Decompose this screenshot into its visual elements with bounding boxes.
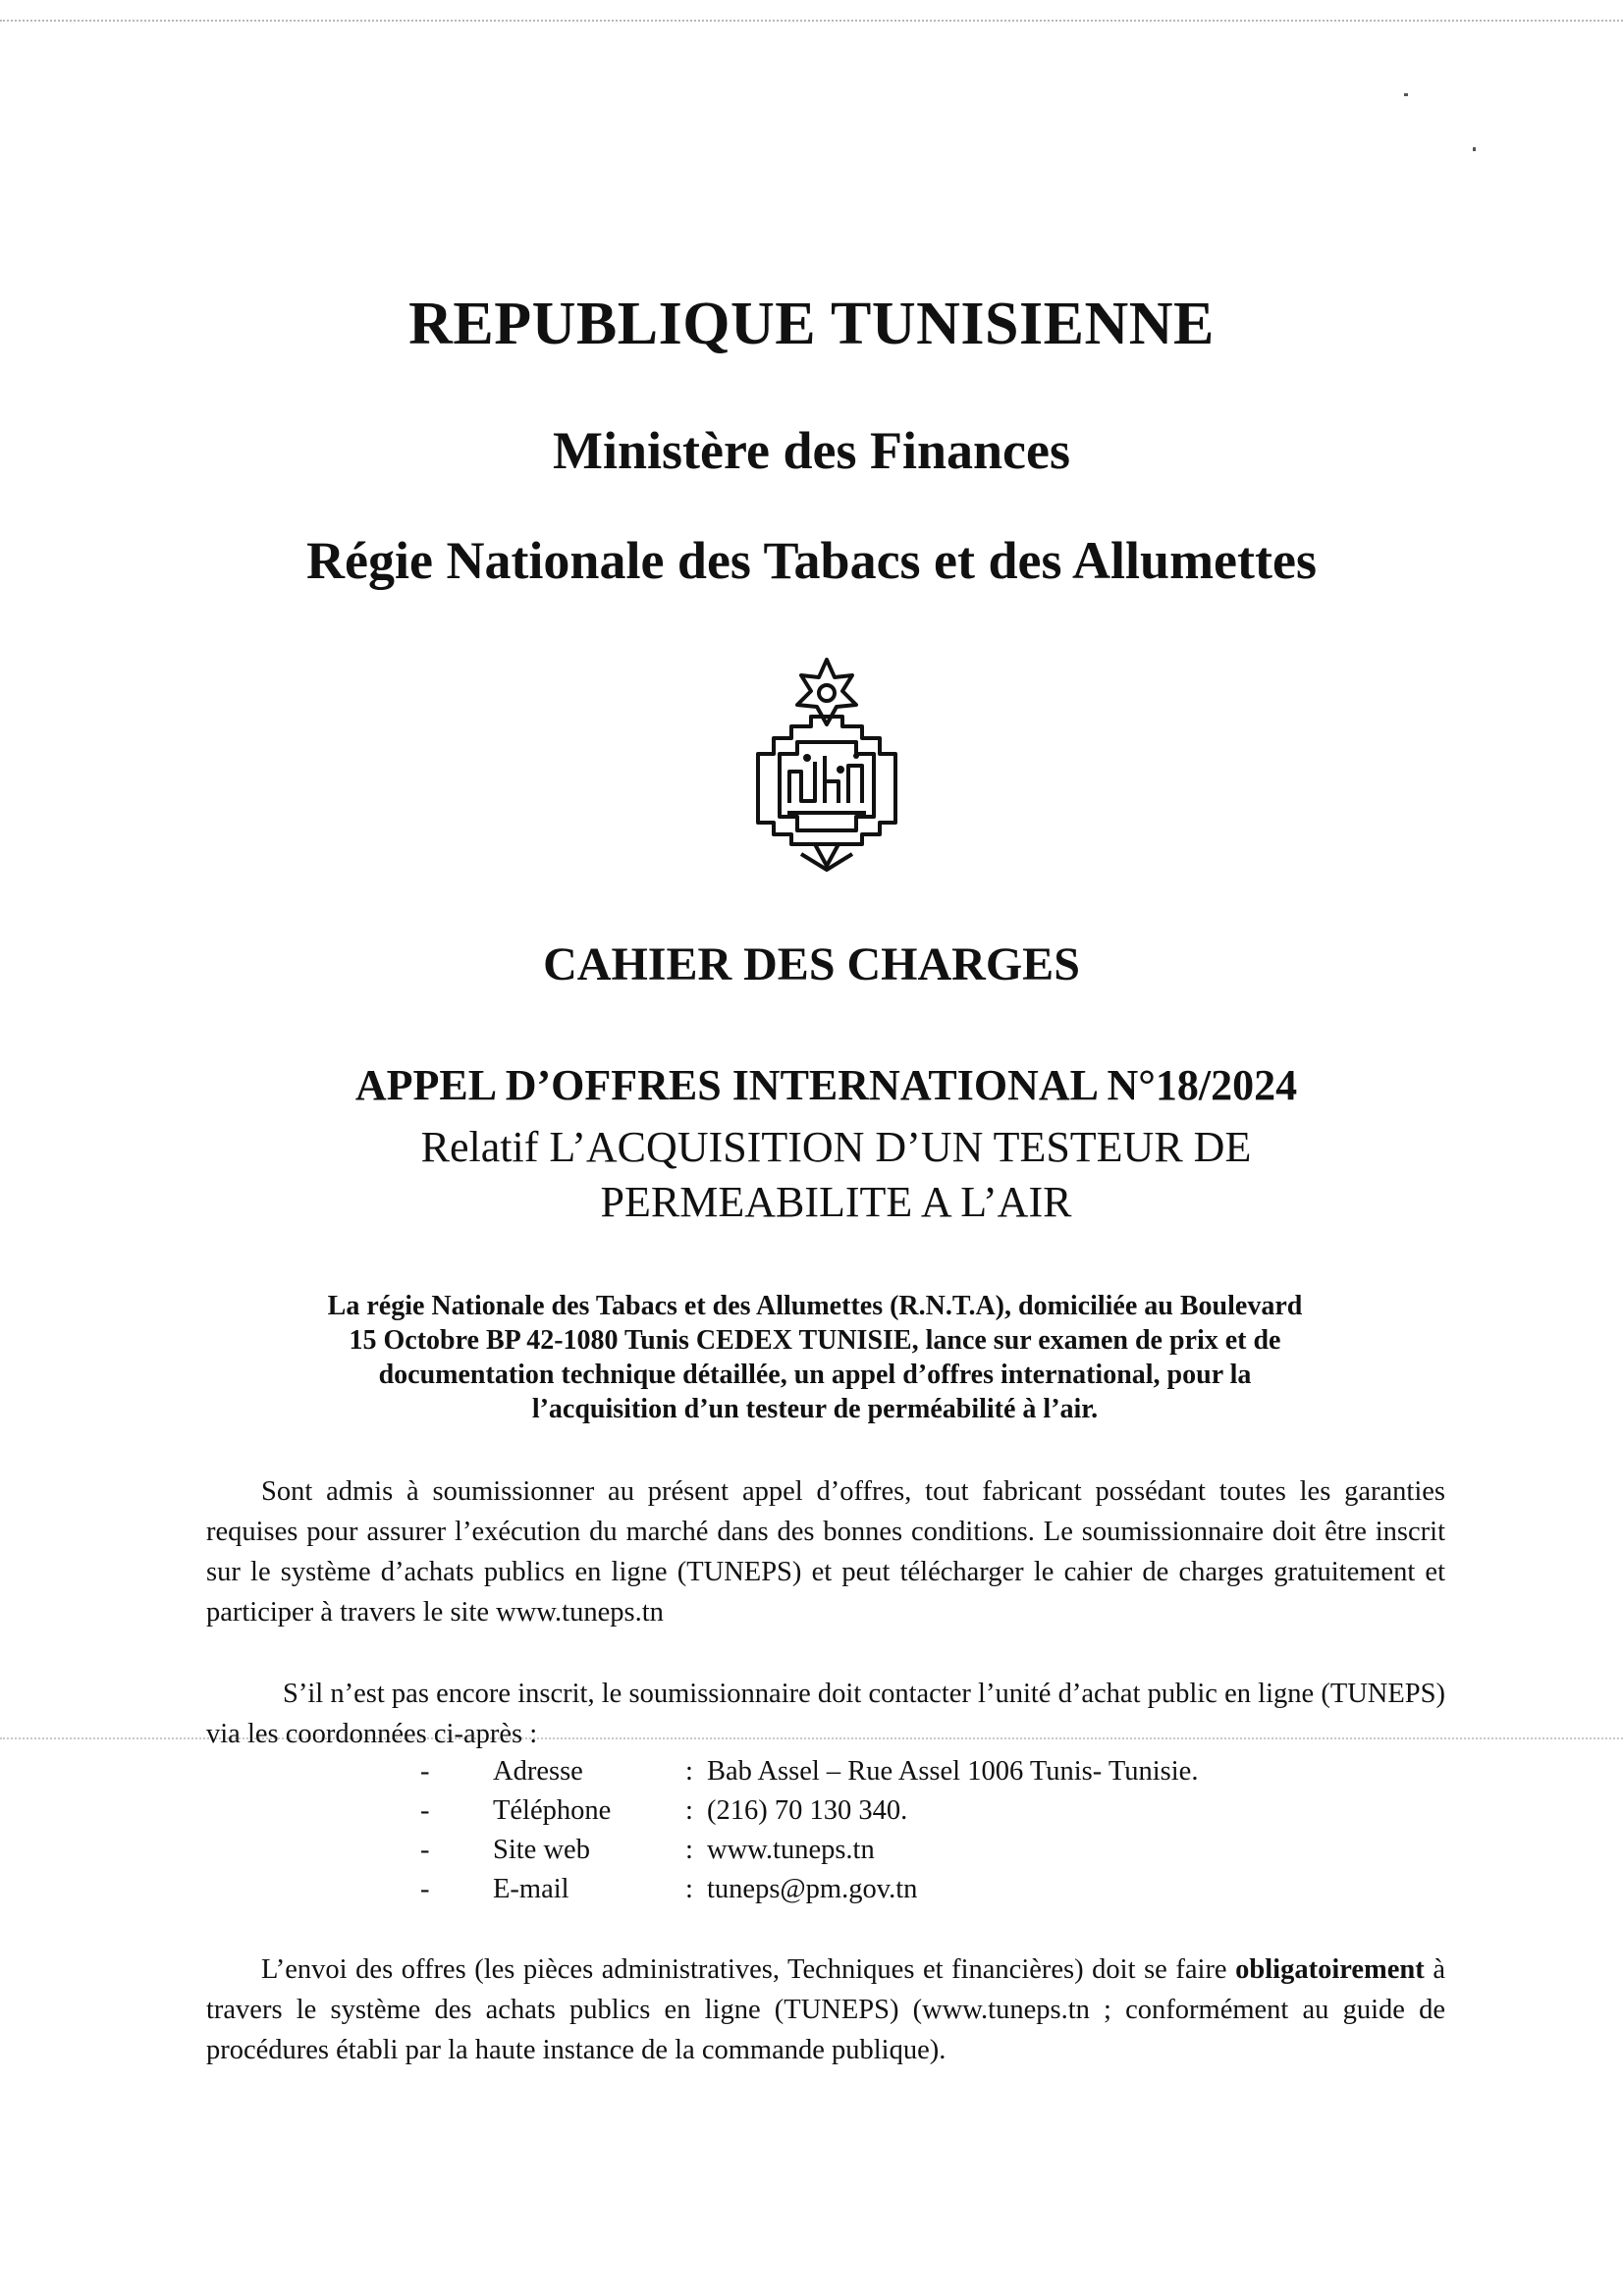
agency-heading: Régie Nationale des Tabacs et des Allumettes [306,531,1317,590]
rnta-emblem-icon [742,656,911,874]
submission-emphasis: obligatoirement [1235,1954,1425,1985]
submission-text: à travers le système des achats publics en ligne (TUNEPS) (www.tuneps.tn ; conformément au guide de procédures établi par la haute instance de la commande publique). [206,1954,1445,2065]
contact-value: Bab Assel – Rue Assel 1006 Tunis- Tunisie. [707,1756,1199,1787]
contact-label: Site web [493,1835,590,1865]
contact-row-phone [420,1791,1198,1831]
tender-subject-line: PERMEABILITE A L’AIR [600,1178,1072,1226]
contact-row-email [420,1870,1198,1909]
list-bullet: - [420,1835,430,1865]
contact-row-address [420,1752,1198,1791]
contact-label: E-mail [493,1874,569,1904]
contact-value: (216) 70 130 340. [707,1795,908,1826]
list-bullet: - [420,1756,430,1787]
list-bullet: - [420,1795,430,1826]
ministry-heading: Ministère des Finances [553,421,1070,480]
intro-line: 15 Octobre BP 42-1080 Tunis CEDEX TUNISIE, lance sur examen de prix et de [349,1325,1281,1356]
intro-line: documentation technique détaillée, un appel d’offres international, pour la [378,1360,1252,1390]
contact-row-website [420,1831,1198,1870]
intro-line: l’acquisition d’un testeur de perméabilité à l’air. [531,1394,1099,1424]
admission-paragraph: Sont admis à soumissionner au présent appel d’offres, tout fabricant possédant toutes les garanties requises pour assurer l’exécution du marché dans des bonnes conditions. Le soumissionnaire doit être inscrit sur le système d’achats publics en ligne (TUNEPS) et peut télécharger le cahier de charges gratuitement et participer à travers le site www.tuneps.tn [206,1476,1445,1628]
intro-line: La régie Nationale des Tabacs et des Allumettes (R.N.T.A), domiciliée au Boulevard [327,1291,1303,1321]
tender-title: APPEL D’OFFRES INTERNATIONAL N°18/2024 [354,1061,1298,1109]
scan-artifact-top-line [0,20,1623,22]
country-heading: REPUBLIQUE TUNISIENNE [408,291,1215,357]
contact-label: Téléphone [493,1795,612,1826]
scan-speck [1404,93,1408,96]
contact-list [420,1752,1198,1909]
submission-text: L’envoi des offres (les pièces administratives, Techniques et financières) doit se faire [261,1954,1236,1985]
scan-speck [1473,147,1476,151]
contact-separator: : [685,1756,693,1787]
contact-label: Adresse [493,1756,583,1787]
contact-separator: : [685,1874,693,1904]
contact-value: tuneps@pm.gov.tn [707,1874,918,1904]
tender-subject [0,1120,1623,1230]
list-bullet: - [420,1874,430,1904]
intro-paragraph [196,1289,1434,1426]
tender-subject-line: Relatif L’ACQUISITION D’UN TESTEUR DE [420,1123,1252,1171]
contact-separator: : [685,1835,693,1865]
registration-paragraph: S’il n’est pas encore inscrit, le soumissionnaire doit contacter l’unité d’achat public en ligne (TUNEPS) via les coordonnées ci-après : [206,1679,1445,1749]
submission-paragraph [206,1949,1445,2070]
document-type-title: CAHIER DES CHARGES [543,938,1080,990]
contact-separator: : [685,1795,693,1826]
contact-value: www.tuneps.tn [707,1835,875,1865]
